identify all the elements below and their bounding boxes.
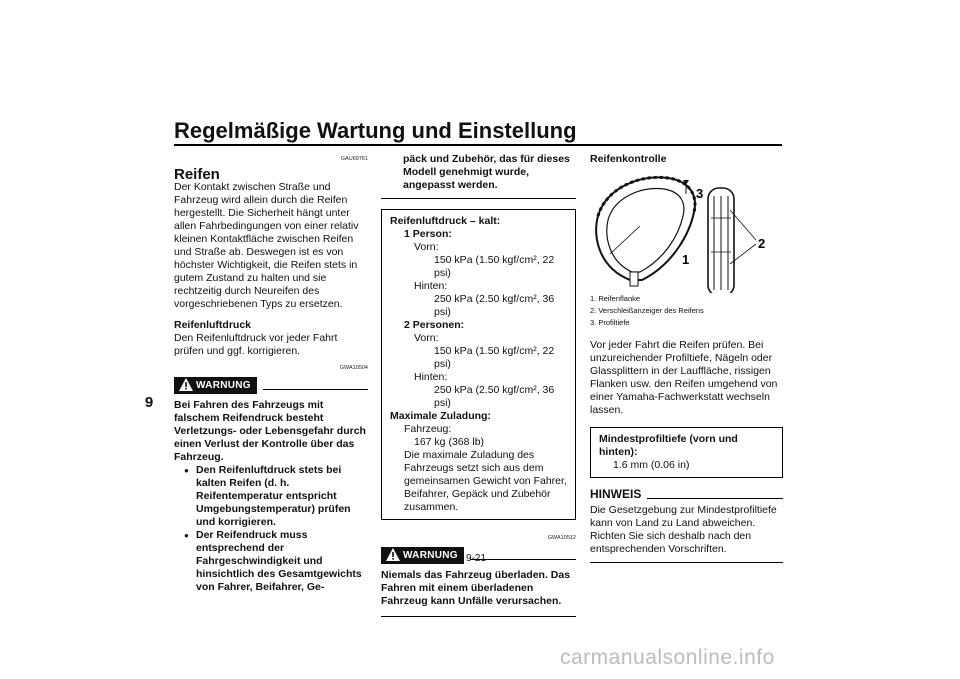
intro-paragraph: Der Kontakt zwischen Straße und Fahrzeug wird allein durch die Reifen hergestellt. Die Sicherheit hängt unter allen Fahrbedingungen von einer relativ kleinen Kontaktfläche zwischen Reifen und Straße ab. Deswegen ist es von höchster Wichtigkeit, die Reifen stets in gutem Zustand zu halten und sie rechtzeitig durch Neureifen des vorgeschriebenen Typs zu ersetzen.: [174, 181, 359, 310]
warning-end-rule: [381, 198, 576, 199]
spec-front-label-2: Vorn:: [414, 332, 439, 344]
warning-text-2: Niemals das Fahrzeug überladen. Das Fahren mit einem überladenen Fahrzeug kann Unfälle verursachen.: [381, 569, 571, 607]
spec-load-title: Maximale Zuladung:: [390, 410, 491, 422]
pressure-spec-box: [381, 209, 576, 520]
min-depth-box: [590, 427, 783, 478]
note-header: [590, 488, 783, 501]
caption-item: 2. Verschleißanzeiger des Reifens: [590, 306, 704, 315]
spec-one-person: 1 Person:: [404, 228, 452, 240]
spec-rear-value-2: 250 kPa (2.50 kgf/cm², 36 psi): [434, 384, 555, 409]
tire-diagram: [590, 168, 783, 293]
warning-rule: [263, 389, 368, 390]
spec-vehicle-value: 167 kg (368 lb): [414, 436, 485, 448]
spec-rear-value: 250 kPa (2.50 kgf/cm², 36 psi): [434, 293, 555, 318]
warning-text: Bei Fahren des Fahrzeugs mit falschem Reifendruck besteht Verletzungs- oder Lebensgefahr durch einen Verlust der Kontrolle über das Fahrzeug.: [174, 399, 366, 463]
spec-title: Reifenluftdruck – kalt:: [390, 215, 501, 227]
chapter-number: 9: [144, 394, 154, 411]
spec-front-value: 150 kPa (1.50 kgf/cm², 22 psi): [434, 254, 555, 279]
min-depth-title: Mindestprofiltiefe (vorn und hinten):: [599, 433, 738, 458]
header-rule: [174, 144, 782, 146]
spec-rear-label: Hinten:: [414, 280, 448, 292]
warning-label-2: WARNUNG: [403, 550, 458, 561]
note-end-rule: [590, 562, 783, 563]
spec-two-persons: 2 Personen:: [404, 319, 465, 331]
warning-code: GWA10504: [339, 365, 368, 371]
spec-vehicle-label: Fahrzeug:: [404, 423, 452, 435]
check-paragraph: Vor jeder Fahrt die Reifen prüfen. Bei unzureichender Profiltiefe, Nägeln oder Glassplittern in der Lauffläche, rissigen Flanken usw. den Reifen umgehend von einer Yamaha-Fachwerkstatt wechseln lassen.: [590, 339, 778, 416]
figure-captions: [590, 293, 783, 329]
note-rule: [647, 498, 783, 499]
pressure-heading: Reifenluftdruck: [174, 319, 252, 331]
spec-load-text: Die maximale Zuladung des Fahrzeugs setzt sich aus dem gemeinsamen Gewicht von Fahrer, Beifahrer, Gepäck und Zubehör zusammen.: [404, 449, 567, 513]
column-left: [174, 153, 368, 594]
caption-item: 3. Profiltiefe: [590, 318, 630, 327]
warning-label: WARNUNG: [196, 380, 251, 391]
warning-badge-2: [381, 547, 464, 564]
check-heading: Reifenkontrolle: [590, 153, 667, 165]
warning-code-2: GWA10512: [547, 535, 576, 541]
note-label: HINWEIS: [590, 487, 642, 501]
figure-label-3: 3: [696, 186, 704, 201]
watermark: carmanualsonline.info: [560, 646, 775, 669]
warning-bullet: ● Den Reifenluftdruck stets bei kalten Reifen (d. h. Reifentemperatur entspricht Umgebungstemperatur) prüfen und korrigieren.: [184, 464, 368, 529]
page-title: Regelmäßige Wartung und Einstellung: [174, 118, 577, 143]
spec-front-value-2: 150 kPa (1.50 kgf/cm², 22 psi): [434, 345, 555, 370]
column-right: [590, 153, 783, 563]
spec-front-label: Vorn:: [414, 241, 439, 253]
page-number: 9-21: [466, 553, 487, 564]
caption-item: 1. Reifenflanke: [590, 294, 641, 303]
spec-rear-label-2: Hinten:: [414, 371, 448, 383]
warning-end-rule-2: [381, 616, 576, 617]
warning-continued: päck und Zubehör, das für dieses Modell genehmigt wurde, angepasst werden.: [403, 153, 570, 191]
warning-badge: [174, 377, 257, 394]
warning-triangle-icon: [179, 378, 193, 391]
figure-label-2: 2: [758, 236, 766, 251]
warning-bullet: ● Der Reifendruck muss entsprechend der Fahrgeschwindigkeit und hinsichtlich des Gesamtgewichts von Fahrer, Beifahrer, Ge-: [184, 529, 368, 594]
min-depth-value: 1.6 mm (0.06 in): [613, 459, 690, 471]
section-code: GAU69761: [340, 156, 368, 162]
warning-header: [174, 377, 368, 394]
warning-triangle-icon: [386, 548, 400, 561]
note-text: Die Gesetzgebung zur Mindestprofiltiefe kann von Land zu Land abweichen. Richten Sie sich deshalb nach den entsprechenden Vorschriften.: [590, 504, 777, 555]
pressure-paragraph: Den Reifenluftdruck vor jeder Fahrt prüfen und ggf. korrigieren.: [174, 332, 338, 357]
figure-label-1: 1: [682, 252, 690, 267]
column-middle: [381, 153, 576, 617]
section-title: Reifen: [174, 166, 220, 183]
warning-bullets: [174, 464, 368, 594]
